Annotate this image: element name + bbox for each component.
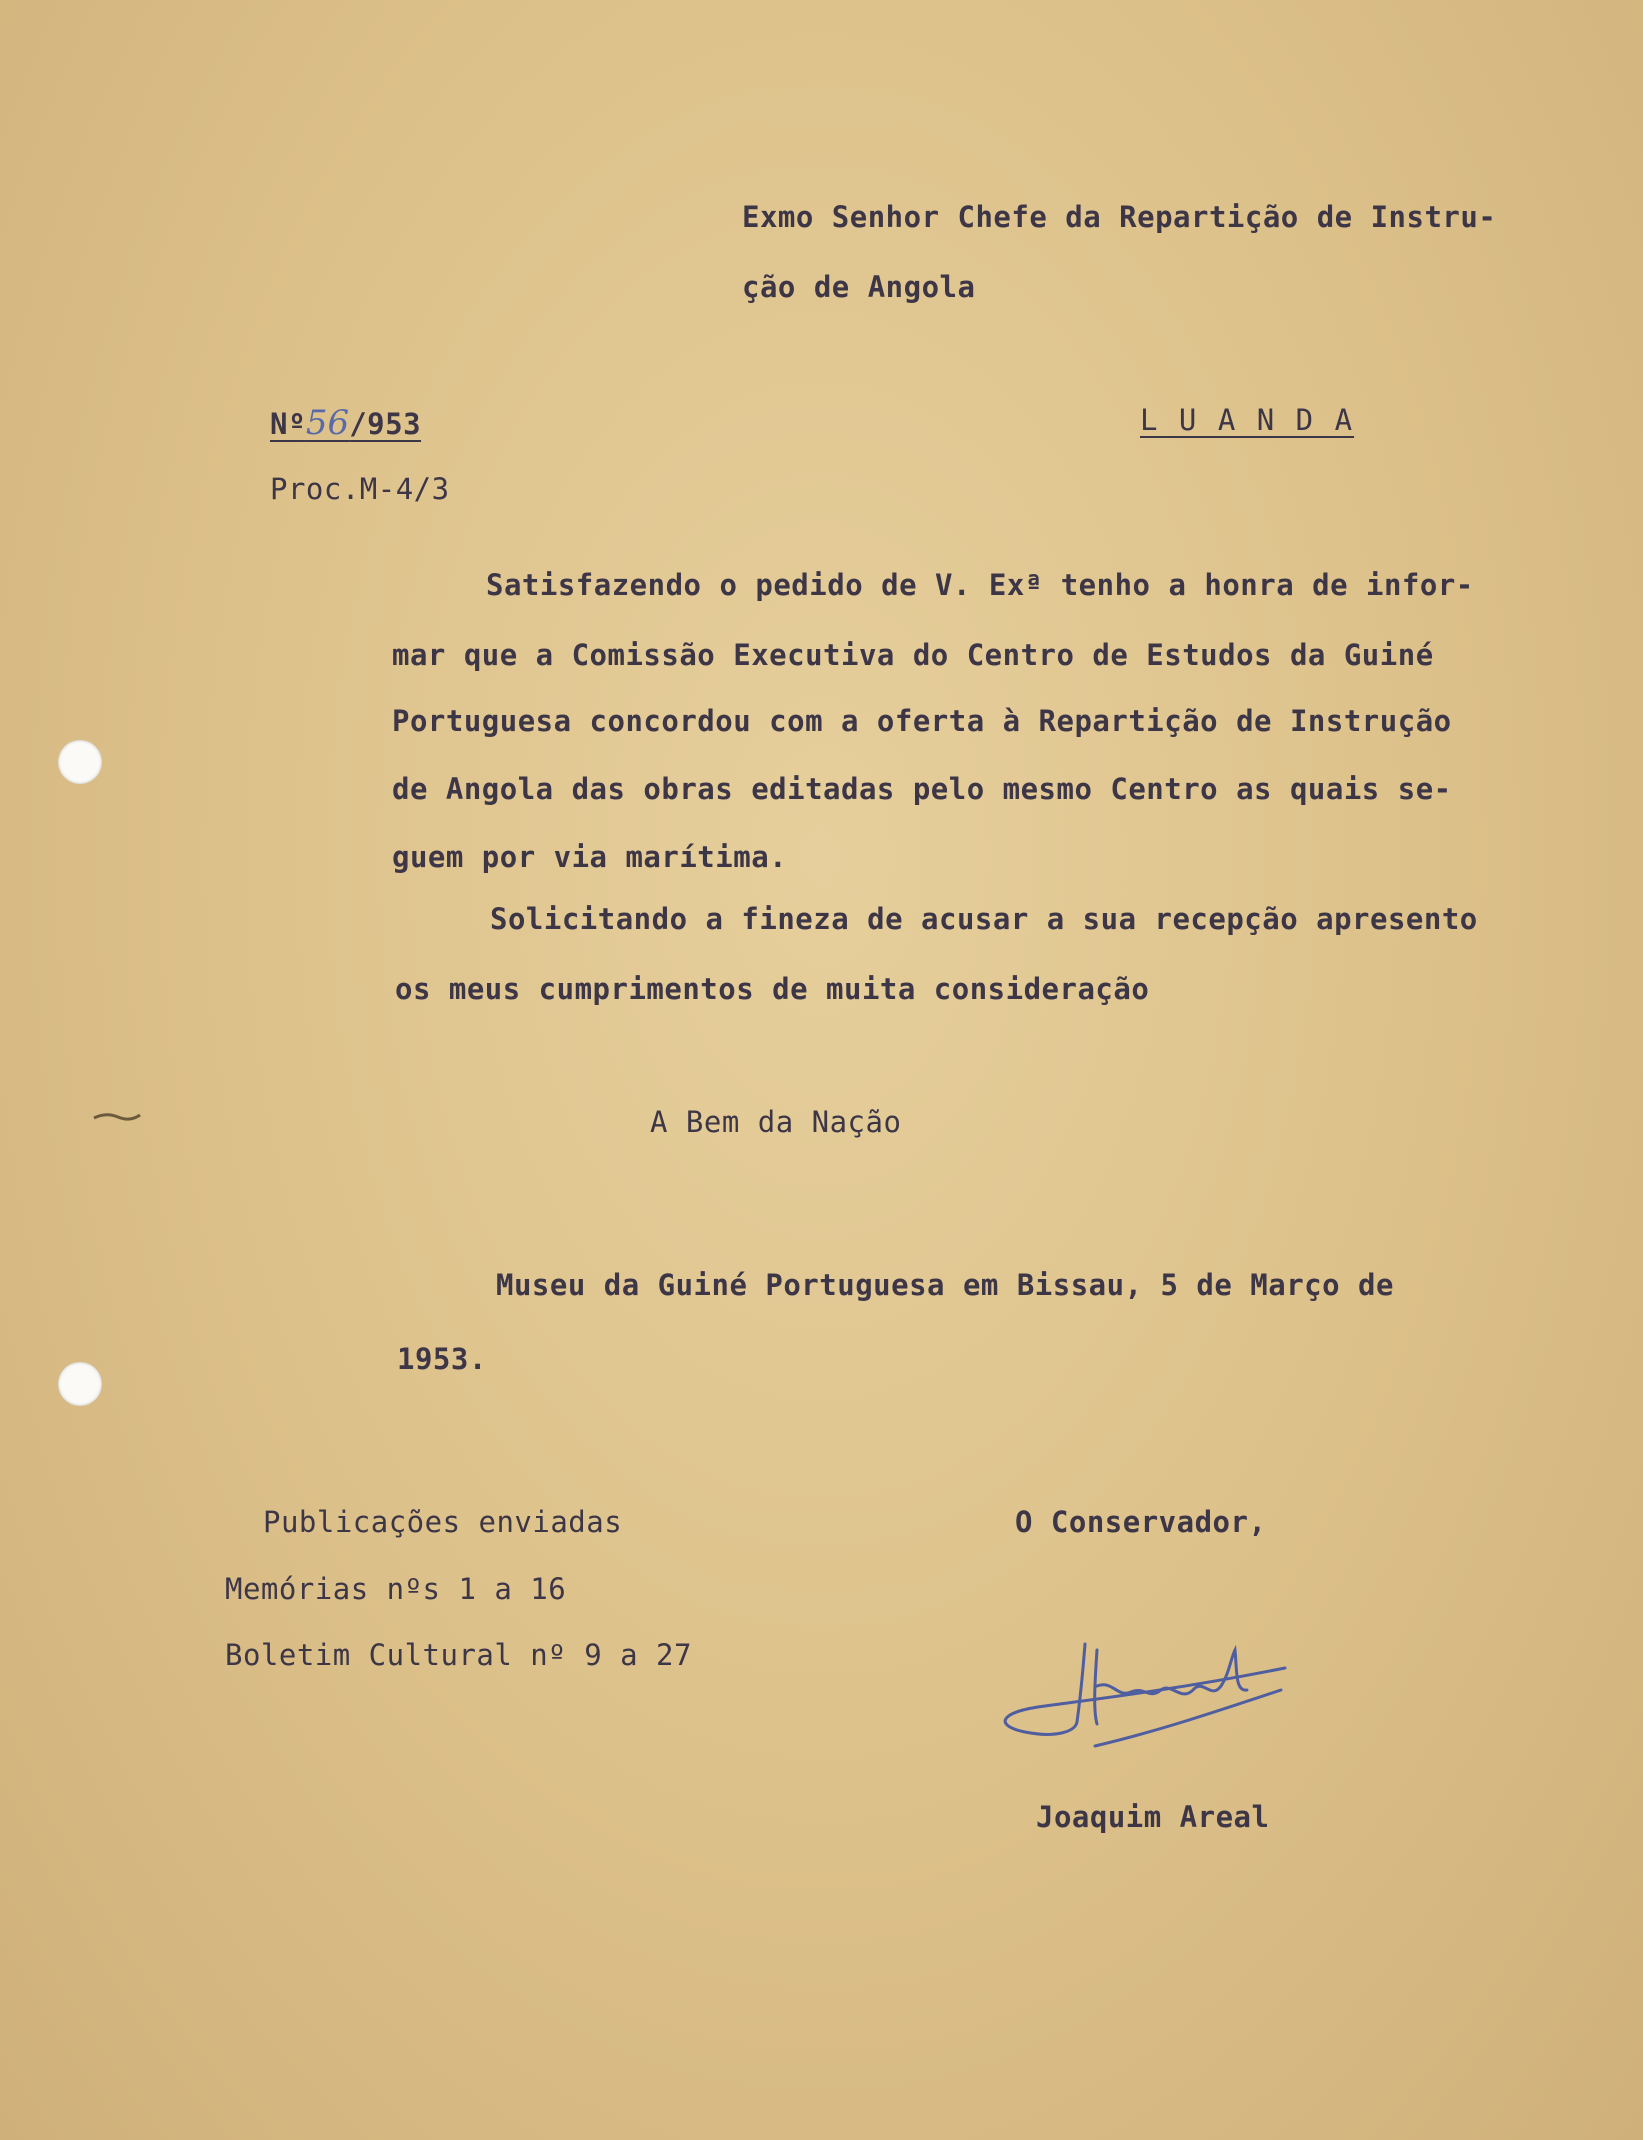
process-reference: Proc.M-4/3: [270, 472, 450, 506]
place-date-line-2: 1953.: [397, 1342, 487, 1376]
punch-hole-bottom: [58, 1362, 102, 1406]
body-line-6: Solicitando a fineza de acusar a sua recepção apresento: [490, 902, 1478, 936]
signatory-name: Joaquim Areal: [1036, 1800, 1270, 1834]
body-line-1: Satisfazendo o pedido de V. Exª tenho a honra de infor-: [486, 568, 1474, 602]
body-line-2: mar que a Comissão Executiva do Centro de Estudos da Guiné: [392, 638, 1434, 672]
destination-city: L U A N D A: [1140, 403, 1355, 437]
body-line-4: de Angola das obras editadas pelo mesmo Centro as quais se-: [392, 772, 1452, 806]
publications-item-memorias: Memórias nºs 1 a 16: [225, 1572, 567, 1606]
place-date-line-1: Museu da Guiné Portuguesa em Bissau, 5 de Março de: [496, 1268, 1394, 1302]
publications-item-boletim: Boletim Cultural nº 9 a 27: [225, 1638, 692, 1672]
addressee-line-2: ção de Angola: [742, 270, 976, 304]
addressee-line-1: Exmo Senhor Chefe da Repartição de Instru-: [742, 200, 1497, 234]
reference-number-prefix: Nº: [270, 407, 306, 441]
signatory-title: O Conservador,: [1015, 1505, 1267, 1539]
reference-number-suffix: /953: [349, 407, 422, 441]
publications-heading: Publicações enviadas: [263, 1505, 623, 1539]
reference-number: [270, 403, 421, 443]
closing-motto: A Bem da Nação: [650, 1105, 902, 1139]
body-line-7: os meus cumprimentos de muita consideração: [395, 972, 1150, 1006]
body-line-5: guem por via marítima.: [392, 840, 788, 874]
body-line-3: Portuguesa concordou com a oferta à Repartição de Instrução: [392, 704, 1452, 738]
punch-hole-top: [58, 740, 102, 784]
reference-number-handwritten: 56: [305, 403, 350, 443]
handwritten-signature: [985, 1620, 1305, 1760]
paper-tear-mark: [92, 1110, 142, 1124]
